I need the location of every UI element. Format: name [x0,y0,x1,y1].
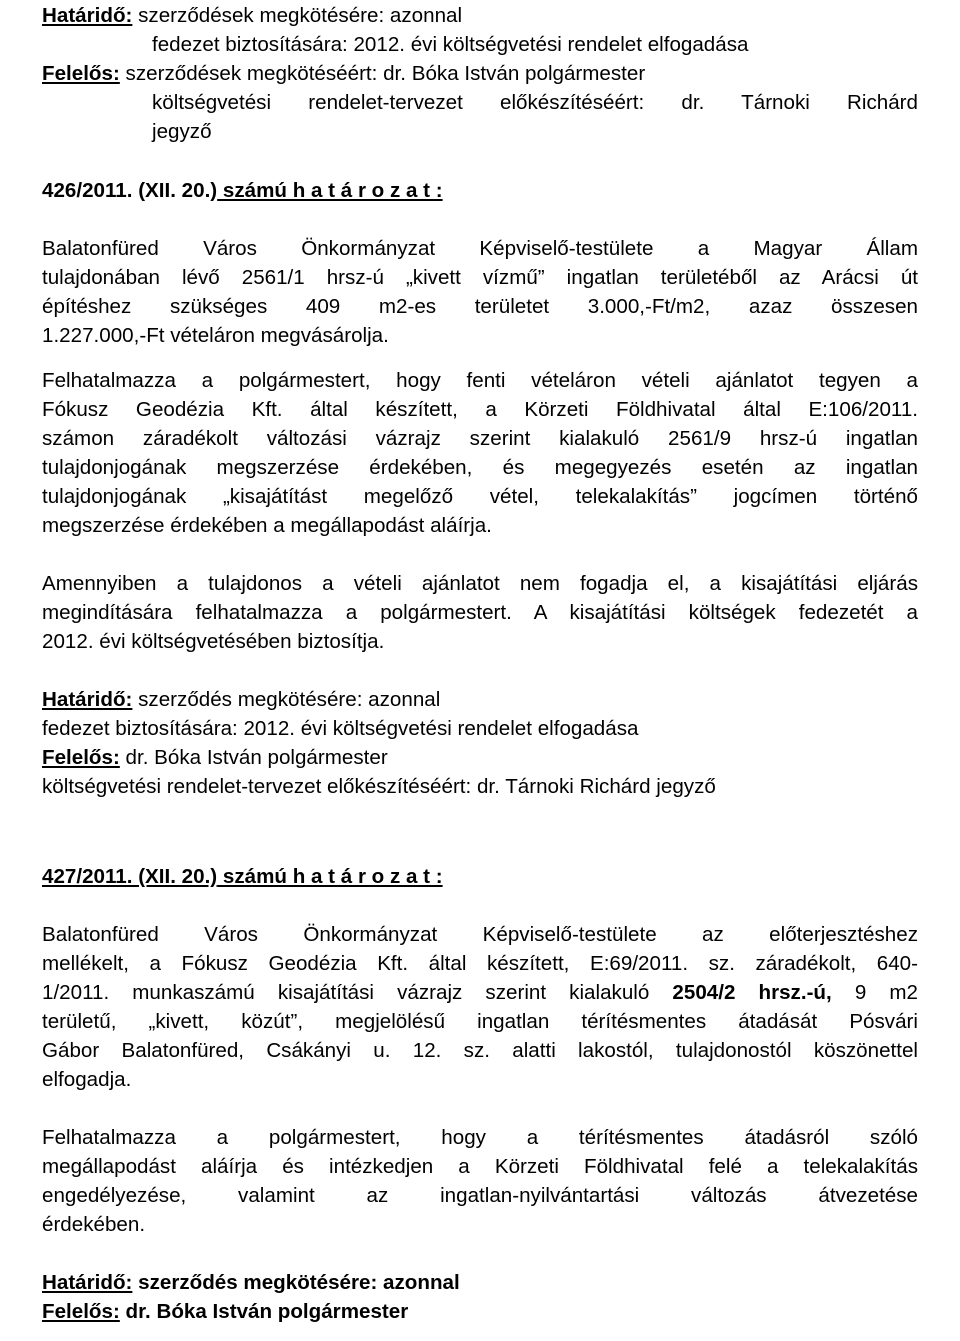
deadline-label: Határidő: [42,1271,133,1294]
resolution-426-responsible: Felelős: dr. Bóka István polgármester [42,746,388,769]
resolution-426-paragraph-2: Felhatalmazza a polgármestert, hogy fenti vételáron vételi ajánlatot tegyen a Fókusz Geodézia Kft. által készített, a Körzeti Földhivatal által E:106/2011. számon záradékolt változási vázrajz szerint kialakuló 2561/9 hrsz-ú ingatlan tulajdonjogának megszerzése érdekében, és megegyezés esetén az ingatlan tulajdonjogának „kisajátítást megelőző vétel, telekalakítás” jogcímen történő megszerzése érdekében a megállapodást aláírja. [42,369,918,537]
responsible-label: Felelős: [42,746,120,769]
resolution-426-heading [42,176,918,205]
resolution-426-paragraph-1: Balatonfüred Város Önkormányzat Képviselő-testülete a Magyar Állam tulajdonában lévő 2561/1 hrsz-ú „kivett vízmű” ingatlan területéből az Arácsi út építéshez szükséges 409 m2-es területet 3.000,-Ft/m2, azaz összesen 1.227.000,-Ft vételáron megvásárolja. [42,237,918,347]
responsible-label: Felelős: [42,1300,120,1323]
resolution-426-paragraph-3: Amennyiben a tulajdonos a vételi ajánlatot nem fogadja el, a kisajátítási eljárás megindítására felhatalmazza a polgármestert. A kisajátítási költségek fedezetét a 2012. évi költségvetésében biztosítja. [42,572,918,653]
responsible-line [42,59,918,88]
deadline-label: Határidő: [42,4,133,27]
resolution-426-deadline-2: fedezet biztosítására: 2012. évi költségvetési rendelet elfogadása [42,717,639,740]
responsible-label: Felelős: [42,62,120,85]
resolution-426-number: 426/2011. (XII. 20.) [42,179,218,202]
resolution-427-heading [42,862,918,891]
document-page [42,0,918,1326]
responsible-line-2: költségvetési rendelet-tervezet előkészítéséért: dr. Tárnoki Richárd [152,91,918,114]
responsible-line-3: jegyző [152,120,212,143]
resolution-427-title: számú h a t á r o z a t : [217,865,443,888]
resolution-427-paragraph-2: Felhatalmazza a polgármestert, hogy a térítésmentes átadásról szóló megállapodást aláírja és intézkedjen a Körzeti Földhivatal felé a telekalakítás engedélyezése, valamint az ingatlan-nyilvántartási változás átvezetése érdekében. [42,1126,918,1236]
resolution-427-paragraph-1: Balatonfüred Város Önkormányzat Képviselő-testülete az előterjesztéshez mellékelt, a Fókusz Geodézia Kft. által készített, E:69/2011. sz. záradékolt, 640- 1/2011. munkaszámú kisajátítási vázrajz szerint kialakuló 2504/2 hrsz.-ú, 9 m2 területű, „kivett, közút”, megjelölésű ingatlan térítésmentes átadását Pósvári Gábor Balatonfüred, Csákányi u. 12. sz. alatti lakostól, tulajdonostól köszönettel elfogadja. [42,923,918,1091]
deadline-text: szerződések megkötésére: azonnal [132,4,463,27]
resolution-427-responsible: Felelős: dr. Bóka István polgármester [42,1300,409,1323]
deadline-line [42,1,918,30]
responsible-text: szerződések megkötéséért: dr. Bóka István polgármester [119,62,646,85]
resolution-426-responsible-2: költségvetési rendelet-tervezet előkészítéséért: dr. Tárnoki Richárd jegyző [42,775,716,798]
resolution-427-number: 427/2011. (XII. 20.) [42,865,218,888]
deadline-line-2: fedezet biztosítására: 2012. évi költségvetési rendelet elfogadása [152,33,749,56]
resolution-427-deadline: Határidő: szerződés megkötésére: azonnal [42,1271,460,1294]
parcel-number: 2504/2 hrsz.-ú, [672,981,832,1004]
resolution-426-deadline: Határidő: szerződés megkötésére: azonnal [42,688,441,711]
resolution-426-title: számú h a t á r o z a t : [217,179,443,202]
deadline-label: Határidő: [42,688,133,711]
